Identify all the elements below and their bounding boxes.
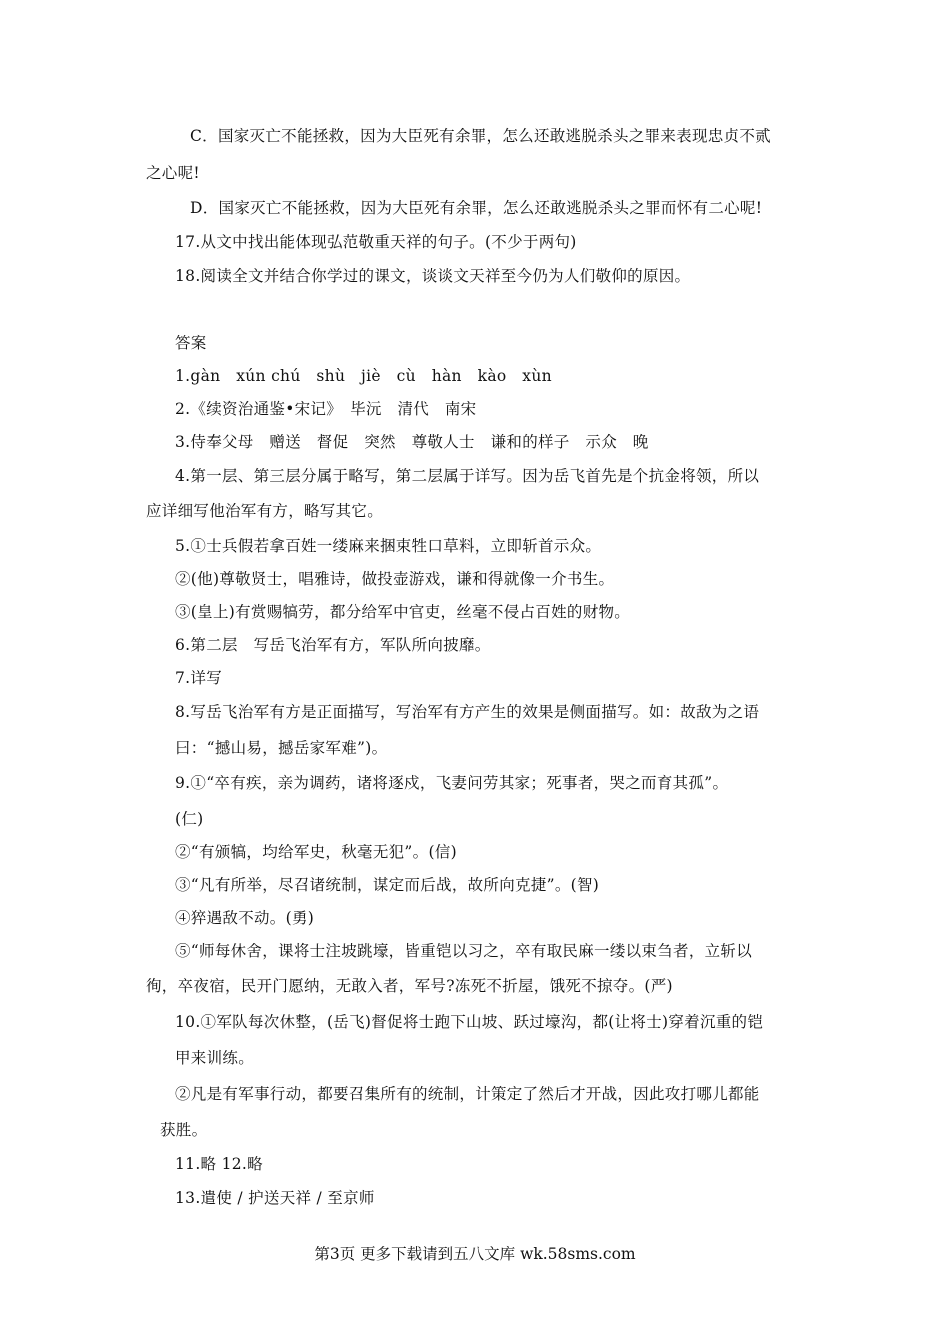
answer-9-5-line2: 徇，卒夜宿，民开门愿纳，无敢入者，军号?冻死不折屋，饿死不掠夺。(严) <box>146 977 673 995</box>
option-c-line2: 之心呢! <box>146 164 200 182</box>
answer-5-1: 5.①士兵假若拿百姓一缕麻来捆束牲口草料，立即斩首示众。 <box>175 537 602 555</box>
answer-2: 2.《续资治通鉴•宋记》 毕沅 清代 南宋 <box>175 400 477 418</box>
answer-10-1-line1: 10.①军队每次休整，(岳飞)督促将士跑下山坡、跃过壕沟，都(让将士)穿着沉重的铠 <box>175 1013 764 1031</box>
answer-9-1: 9.①“卒有疾，亲为调药，诸将逐戍，飞妻问劳其家；死事者，哭之而育其孤”。 <box>175 774 729 792</box>
answer-6: 6.第二层 写岳飞治军有方，军队所向披靡。 <box>175 636 491 654</box>
answer-5-2: ②(他)尊敬贤士，唱雅诗，做投壶游戏，谦和得就像一介书生。 <box>175 570 615 588</box>
answer-10-1-line2: 甲来训练。 <box>175 1049 255 1067</box>
page-footer: 第3页 更多下载请到五八文库 wk.58sms.com <box>314 1245 636 1263</box>
answer-9-3: ③“凡有所举，尽召诸统制，谋定而后战，故所向克捷”。(智) <box>175 876 600 894</box>
answer-13: 13.遣使 / 护送天祥 / 至京师 <box>175 1189 375 1207</box>
answer-8-line2: 曰：“撼山易，撼岳家军难”)。 <box>175 739 388 757</box>
answer-7: 7.详写 <box>175 669 222 687</box>
answer-4-line1: 4.第一层、第三层分属于略写，第二层属于详写。因为岳飞首先是个抗金将领，所以 <box>175 467 760 485</box>
answer-1: 1.gàn xún chú shù jiè cù hàn kào xùn <box>175 367 552 385</box>
answer-8-line1: 8.写岳飞治军有方是正面描写，写治军有方产生的效果是侧面描写。如：故敌为之语 <box>175 703 760 721</box>
answer-9-5-line1: ⑤“师每休舍，课将士注坡跳壕，皆重铠以习之，卒有取民麻一缕以束刍者，立斩以 <box>175 942 753 960</box>
answer-9-2: ②“有颁犒，均给军史，秋毫无犯”。(信) <box>175 843 457 861</box>
question-17: 17.从文中找出能体现弘范敬重天祥的句子。(不少于两句) <box>175 233 577 251</box>
option-c-line1: C．国家灭亡不能拯救，因为大臣死有余罪，怎么还敢逃脱杀头之罪来表现忠贞不贰 <box>190 127 771 145</box>
answer-10-2-line1: ②凡是有军事行动，都要召集所有的统制，计策定了然后才开战，因此攻打哪儿都能 <box>175 1085 760 1103</box>
answer-heading: 答案 <box>175 334 207 352</box>
answer-9-1-tag: (仁) <box>175 810 204 828</box>
answer-5-3: ③(皇上)有赏赐犒劳，都分给军中官吏，丝毫不侵占百姓的财物。 <box>175 603 631 621</box>
question-18: 18.阅读全文并结合你学过的课文，谈谈文天祥至今仍为人们敬仰的原因。 <box>175 267 691 285</box>
answer-3: 3.侍奉父母 赠送 督促 突然 尊敬人士 谦和的样子 示众 晚 <box>175 433 649 451</box>
option-d: D．国家灭亡不能拯救，因为大臣死有余罪，怎么还敢逃脱杀头之罪而怀有二心呢! <box>190 199 763 217</box>
answer-9-4: ④猝遇敌不动。(勇) <box>175 909 315 927</box>
answer-10-2-line2: 获胜。 <box>160 1121 208 1139</box>
answer-4-line2: 应详细写他治军有方，略写其它。 <box>146 502 384 520</box>
answer-11-12: 11.略 12.略 <box>175 1155 263 1173</box>
